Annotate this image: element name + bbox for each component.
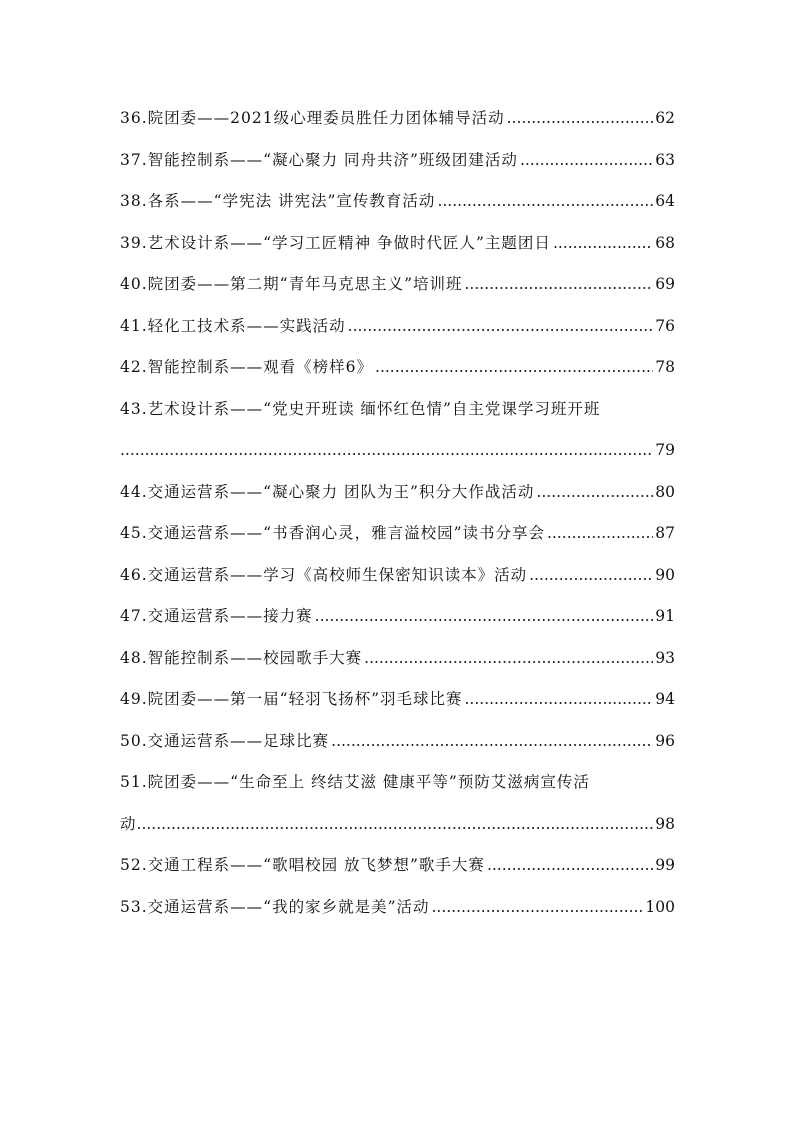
toc-entry-title: 47.交通运营系——接力赛: [120, 607, 313, 625]
toc-entry-title: 36.院团委——2021级心理委员胜任力团体辅导活动: [120, 109, 505, 127]
toc-entry-title: 52.交通工程系——“歌唱校园 放飞梦想”歌手大赛: [120, 856, 485, 874]
toc-page-number: 62: [655, 109, 675, 127]
dot-leader: [487, 845, 653, 887]
toc-entry-39[interactable]: [120, 223, 675, 265]
dot-leader: [331, 721, 653, 763]
toc-entry-title: 42.智能控制系——观看《榜样6》: [120, 358, 374, 376]
toc-page-number: 80: [655, 482, 675, 501]
toc-entry-title: 51.院团委——“生命至上 终结艾滋 健康平等”预防艾滋病宣传活: [120, 773, 590, 791]
toc-entry-title: 46.交通运营系——学习《高校师生保密知识读本》活动: [120, 565, 528, 584]
dot-leader: [364, 638, 653, 680]
toc-page-number: 96: [655, 731, 675, 750]
toc-entry-36[interactable]: [120, 98, 675, 140]
dot-leader: [520, 140, 653, 182]
toc-entry-43[interactable]: [120, 389, 675, 472]
toc-page-number: 63: [655, 150, 675, 169]
toc-entry-title: 40.院团委——第二期“青年马克思主义”培训班: [120, 275, 463, 293]
toc-entry-41[interactable]: [120, 306, 675, 348]
toc-entry-title: 39.艺术设计系——“学习工匠精神 争做时代匠人”主题团日: [120, 233, 551, 252]
toc-entry-51[interactable]: [120, 762, 675, 845]
dot-leader: [120, 430, 653, 472]
dot-leader: [432, 887, 644, 929]
toc-entry-47[interactable]: [120, 596, 675, 638]
dot-leader: [137, 804, 654, 846]
dot-leader: [553, 223, 653, 265]
toc-entry-52[interactable]: [120, 845, 675, 887]
toc-entry-49[interactable]: [120, 679, 675, 721]
toc-entry-title: 50.交通运营系——足球比赛: [120, 731, 330, 750]
dot-leader: [375, 347, 653, 389]
toc-entry-title: 37.智能控制系——“凝心聚力 同舟共济”班级团建活动: [120, 150, 518, 169]
toc-entry-38[interactable]: [120, 181, 675, 223]
toc-entry-44[interactable]: [120, 472, 675, 514]
dot-leader: [507, 98, 654, 140]
toc-entry-title: 41.轻化工技术系——实践活动: [120, 316, 346, 335]
toc-entry-42[interactable]: [120, 347, 675, 389]
toc-page-number: 98: [655, 814, 675, 833]
toc-page-number: 87: [655, 524, 675, 542]
toc-entry-title-continuation: 动: [120, 814, 137, 833]
dot-leader: [348, 306, 654, 348]
toc-page-number: 94: [655, 690, 675, 708]
toc-page-number: 93: [655, 648, 675, 667]
dot-leader: [529, 555, 653, 597]
toc-page-number: 99: [655, 856, 675, 874]
toc-entry-title: 44.交通运营系——“凝心聚力 团队为王”积分大作战活动: [120, 482, 535, 501]
toc-page-number: 78: [655, 358, 675, 376]
dot-leader: [465, 264, 654, 306]
toc-page-number: 68: [655, 233, 675, 252]
toc-page-number: 100: [645, 897, 675, 916]
toc-entry-title: 48.智能控制系——校园歌手大赛: [120, 648, 363, 667]
toc-entry-53[interactable]: [120, 887, 675, 929]
toc-entry-48[interactable]: [120, 638, 675, 680]
toc-entry-title: 53.交通运营系——“我的家乡就是美”活动: [120, 897, 430, 916]
toc-page-number: 64: [655, 192, 675, 210]
toc-entry-46[interactable]: [120, 555, 675, 597]
dot-leader: [536, 472, 653, 514]
toc-page-number: 79: [655, 441, 675, 459]
toc-entry-37[interactable]: [120, 140, 675, 182]
toc-entry-45[interactable]: [120, 513, 675, 555]
toc-page-number: 76: [655, 316, 675, 335]
toc-page-number: 69: [655, 275, 675, 293]
dot-leader: [315, 596, 654, 638]
dot-leader: [437, 181, 653, 223]
toc-entry-title: 38.各系——“学宪法 讲宪法”宣传教育活动: [120, 192, 436, 210]
toc-page-number: 90: [655, 565, 675, 584]
toc-entry-title: 49.院团委——第一届“轻羽飞扬杯”羽毛球比赛: [120, 690, 463, 708]
dot-leader: [547, 513, 653, 555]
dot-leader: [465, 679, 654, 721]
table-of-contents: [120, 98, 675, 928]
toc-entry-40[interactable]: [120, 264, 675, 306]
toc-entry-title: 43.艺术设计系——“党史开班读 缅怀红色情”自主党课学习班开班: [120, 399, 601, 418]
toc-page-number: 91: [655, 607, 675, 625]
toc-entry-title: 45.交通运营系——“书香润心灵，雅言溢校园”读书分享会: [120, 524, 545, 542]
toc-entry-50[interactable]: [120, 721, 675, 763]
